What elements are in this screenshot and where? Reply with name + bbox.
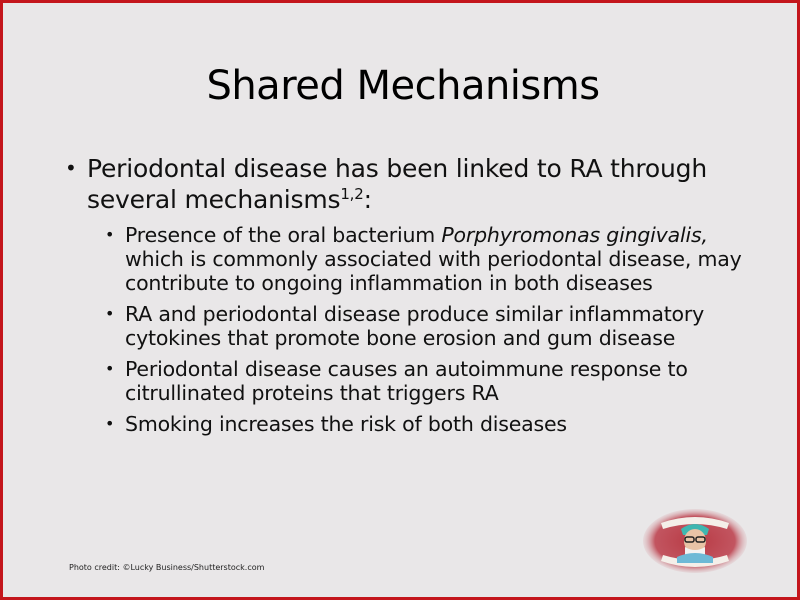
citation-superscript: 1,2	[340, 185, 364, 203]
slide-content	[65, 153, 745, 443]
sub-bullet-text-prefix: Presence of the oral bacterium	[125, 223, 442, 247]
photo-credit: Photo credit: ©Lucky Business/Shutterstock.com	[69, 563, 265, 572]
bullet-glyph: •	[105, 359, 115, 378]
dental-exam-photo-icon	[643, 509, 747, 573]
main-bullet-text: Periodontal disease has been linked to RA through several mechanisms	[87, 154, 707, 214]
sub-bullet	[105, 412, 745, 436]
bullet-glyph: •	[105, 414, 115, 433]
bullet-glyph: •	[105, 304, 115, 323]
slide-title: Shared Mechanisms	[206, 63, 600, 109]
sub-bullet	[105, 302, 745, 350]
bullet-glyph: •	[105, 225, 115, 244]
bullet-glyph: •	[65, 156, 77, 180]
sub-bullet-text-suffix: which is commonly associated with periodontal disease, may contribute to ongoing inflammation in both diseases	[125, 247, 742, 295]
sub-bullet-text: RA and periodontal disease produce similar inflammatory cytokines that promote bone erosion and gum disease	[125, 302, 705, 350]
bacterium-name: Porphyromonas gingivalis,	[441, 223, 708, 247]
sub-bullet	[105, 357, 745, 405]
main-bullet-suffix: :	[363, 185, 372, 214]
sub-bullet	[105, 223, 745, 295]
main-bullet	[65, 153, 745, 215]
sub-bullet-list	[105, 223, 745, 436]
sub-bullet-text: Smoking increases the risk of both diseases	[125, 412, 567, 436]
sub-bullet-text: Periodontal disease causes an autoimmune response to citrullinated proteins that triggers RA	[125, 357, 688, 405]
